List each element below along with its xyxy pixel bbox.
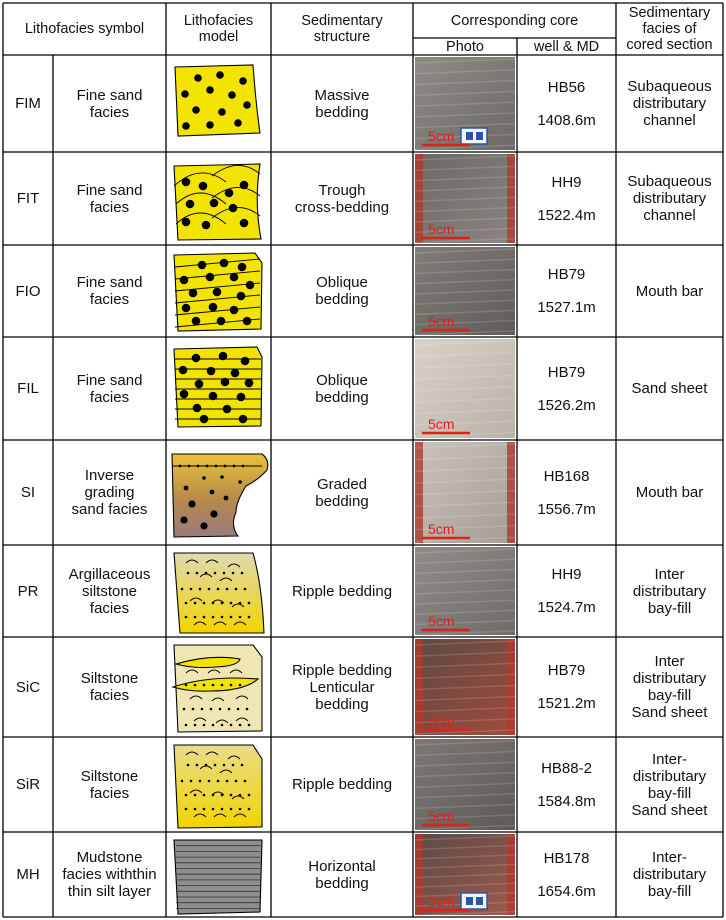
measured-depth: 1527.1m [537, 299, 596, 316]
header-well-md: well & MD [533, 38, 600, 55]
measured-depth: 1584.8m [537, 792, 596, 810]
measured-depth: 1522.4m [537, 206, 596, 224]
lithofacies-code: FIT [16, 190, 40, 207]
well-md-cell [517, 545, 616, 637]
well-md-cell [517, 245, 616, 337]
scale-bar-label: 5cm [428, 808, 455, 824]
lithofacies-code: SiC [15, 678, 41, 696]
header-lithofacies-model: Lithofacies model [183, 13, 254, 45]
header-sedimentary-structure: Sedimentary structure [301, 13, 383, 45]
sedimentary-facies: Mouth bar [635, 484, 704, 501]
lithofacies-code: MH [16, 866, 40, 883]
lithofacies-name: Inverse grading sand facies [71, 467, 148, 518]
sedimentary-structure: Massive bedding [314, 86, 370, 121]
sedimentary-facies: Mouth bar [635, 282, 704, 300]
sedimentary-facies: Inter- distributary bay-fill Sand sheet [631, 750, 708, 819]
lithofacies-model-drawing [175, 65, 260, 136]
sedimentary-facies: Sand sheet [631, 380, 708, 397]
well-name: HH9 [551, 566, 582, 583]
lithofacies-code: PR [17, 582, 39, 600]
well-name: HB178 [543, 849, 590, 867]
sedimentary-facies: Subaqueous distributary channel [627, 78, 712, 129]
measured-depth: 1524.7m [537, 599, 596, 616]
lithofacies-model-drawing [174, 745, 262, 828]
sedimentary-structure: Oblique bedding [315, 274, 369, 308]
lithofacies-name: Mudstone facies withthin thin silt layer [62, 849, 157, 900]
header-sedimentary-facies: Sedimentary facies of cored section [626, 5, 713, 53]
core-photo [415, 339, 515, 438]
core-photo [415, 834, 515, 916]
lithofacies-model-drawing [174, 840, 262, 914]
measured-depth: 1521.2m [537, 695, 596, 712]
lithofacies-name: Fine sand facies [76, 371, 143, 406]
lithofacies-code: FIO [15, 282, 41, 300]
sedimentary-structure: Ripple bedding [291, 582, 393, 600]
well-md-cell [517, 337, 616, 440]
lithofacies-model-drawing [173, 645, 262, 732]
lithofacies-name: Fine sand facies [76, 86, 143, 121]
well-name: HB88-2 [541, 759, 592, 777]
well-md-cell [517, 440, 616, 545]
lithofacies-model-drawing [172, 454, 268, 537]
sedimentary-structure: Horizontal bedding [308, 857, 376, 892]
sedimentary-structure: Ripple bedding [291, 776, 393, 793]
core-photo [415, 247, 515, 335]
well-name: HB56 [547, 78, 586, 96]
header-photo: Photo [446, 38, 484, 55]
core-photo [415, 739, 515, 830]
sedimentary-facies: Inter distributary bay-fill Sand sheet [631, 653, 708, 721]
well-name: HB79 [547, 363, 586, 381]
lithofacies-name: Argillaceous siltstone facies [68, 565, 151, 617]
scale-bar-label: 5cm [428, 416, 455, 432]
well-name: HB79 [547, 266, 586, 283]
core-photo [415, 154, 515, 243]
sedimentary-facies: Subaqueous distributary channel [627, 173, 712, 224]
header-lithofacies-symbol: Lithofacies symbol [24, 21, 145, 37]
lithofacies-code: SiR [15, 776, 41, 793]
scale-bar-label: 5cm [428, 713, 455, 729]
scale-bar-label: 5cm [428, 893, 455, 909]
sedimentary-facies: Inter- distributary bay-fill [632, 849, 707, 900]
well-md-cell [517, 152, 616, 245]
well-md-cell [517, 637, 616, 737]
lithofacies-code: SI [20, 484, 36, 501]
sedimentary-facies: Inter distributary bay-fill [632, 565, 707, 617]
sedimentary-structure: Graded bedding [315, 475, 369, 510]
lithofacies-model-drawing [174, 164, 261, 240]
core-photo [415, 547, 515, 635]
core-photo [415, 442, 515, 543]
measured-depth: 1556.7m [537, 500, 596, 518]
scale-bar-label: 5cm [428, 521, 455, 537]
well-md-cell [517, 55, 616, 152]
lithofacies-name: Fine sand facies [76, 274, 143, 308]
lithofacies-code: FIM [15, 95, 41, 112]
lithofacies-name: Fine sand facies [76, 181, 143, 216]
measured-depth: 1526.2m [537, 396, 596, 414]
well-name: HH9 [551, 173, 582, 191]
well-md-cell [517, 832, 616, 917]
well-name: HB168 [543, 467, 590, 485]
sedimentary-structure: Ripple bedding Lenticular bedding [291, 661, 393, 713]
lithofacies-model-drawing [174, 553, 264, 633]
measured-depth: 1408.6m [537, 111, 596, 129]
measured-depth: 1654.6m [537, 882, 596, 900]
sedimentary-structure: Trough cross-bedding [294, 181, 390, 216]
scale-bar-label: 5cm [428, 221, 455, 237]
scale-bar-label: 5cm [428, 613, 455, 629]
lithofacies-code: FIL [17, 380, 39, 397]
sedimentary-structure: Oblique bedding [315, 371, 369, 406]
header-corresponding-core: Corresponding core [450, 12, 579, 29]
well-md-cell [517, 737, 616, 832]
scale-bar-label: 5cm [428, 313, 455, 329]
lithofacies-name: Siltstone facies [80, 670, 139, 704]
scale-bar-label: 5cm [428, 128, 455, 144]
core-photo [415, 57, 515, 150]
lithofacies-model-drawing [174, 253, 262, 331]
lithofacies-model-drawing [174, 347, 262, 427]
core-photo [415, 639, 515, 735]
well-name: HB79 [547, 662, 586, 679]
lithofacies-name: Siltstone facies [80, 767, 139, 802]
